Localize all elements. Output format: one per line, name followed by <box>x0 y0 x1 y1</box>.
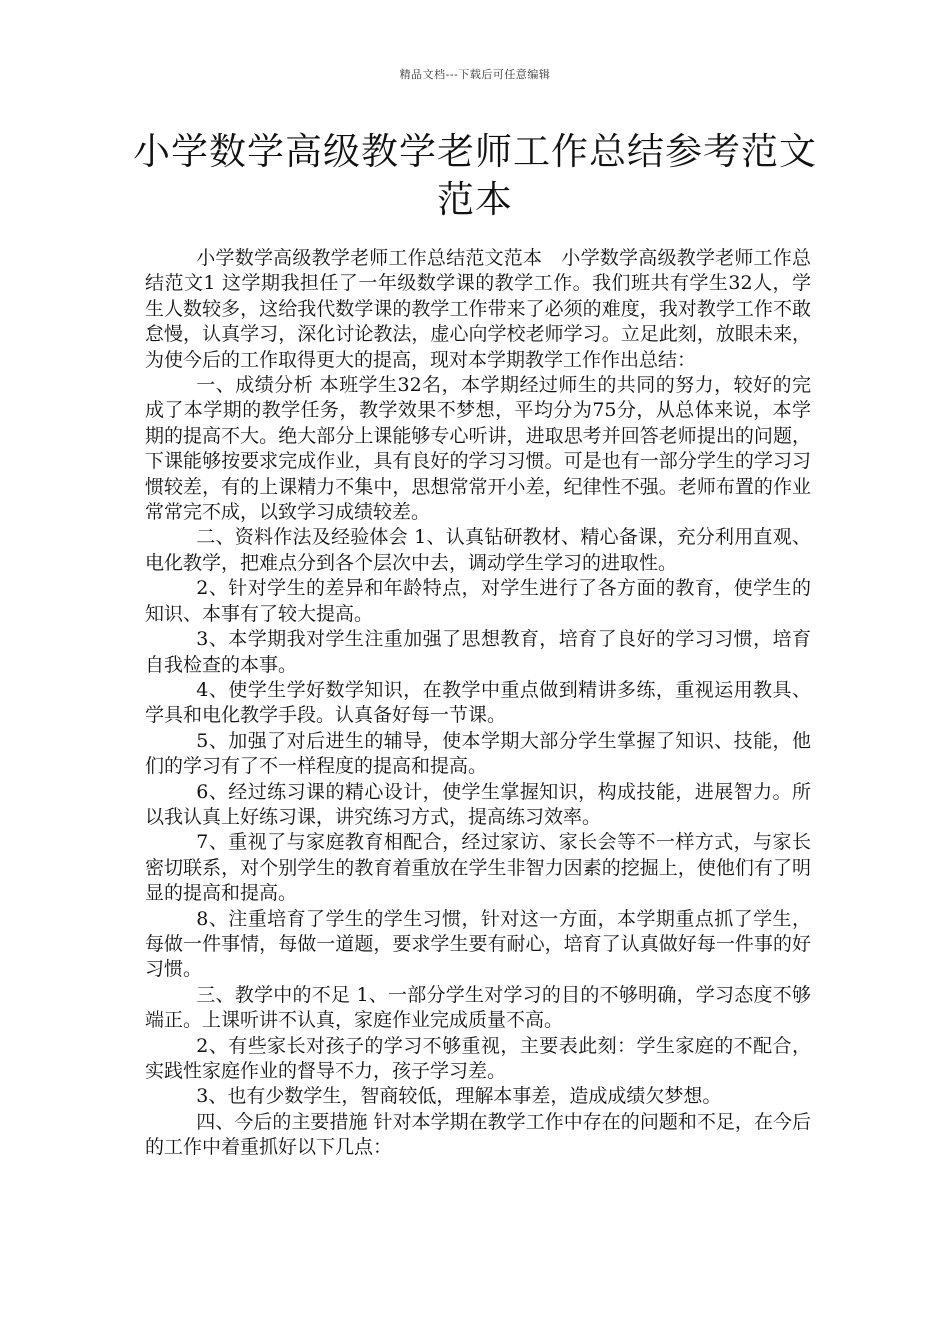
body-paragraph: 二、资料作法及经验体会 1、认真钻研教材、精心备课，充分利用直观、电化教学，把难点分到各个层次中去，调动学生学习的进取性。 <box>145 526 811 574</box>
body-paragraph: 4、使学生学好数学知识，在教学中重点做到精讲多练，重视运用教具、学具和电化教学手段。认真备好每一节课。 <box>145 678 811 727</box>
body-paragraph: 3、也有少数学生，智商较低，理解本事差，造成成绩欠梦想。 <box>196 1085 722 1108</box>
body-paragraph: 5、加强了对后进生的辅导，使本学期大部分学生掌握了知识、技能，他们的学习有了不一样程度的提高和提高。 <box>145 729 811 778</box>
body-paragraph: 2、有些家长对孩子的学习不够重视，主要表此刻：学生家庭的不配合，实践性家庭作业的督导不力，孩子学习差。 <box>145 1034 811 1082</box>
body-paragraph: 三、教学中的不足 1、一部分学生对学习的目的不够明确，学习态度不够端正。上课听讲不认真，家庭作业完成质量不高。 <box>145 983 811 1032</box>
body-paragraph: 四、今后的主要措施 针对本学期在教学工作中存在的问题和不足，在今后的工作中着重抓好以下几点： <box>145 1110 811 1159</box>
document-title: 小学数学高级教学老师工作总结参考范文范本 <box>133 130 817 221</box>
body-paragraph: 3、本学期我对学生注重加强了思想教育，培育了良好的学习习惯，培育自我检查的本事。 <box>145 628 811 676</box>
body-paragraph: 2、针对学生的差异和年龄特点，对学生进行了各方面的教育，使学生的知识、本事有了较大提高。 <box>145 577 811 625</box>
body-paragraph: 小学数学高级教学老师工作总结范文范本 小学数学高级教学老师工作总结范文1 这学期我担任了一年级数学课的教学工作。我们班共有学生32人，学生人数较多，这给我代数学课的教学工作带来了必须的难度，我对教学工作不敢怠慢，认真学习，深化讨论教法，虚心向学校老师学习。立足此刻，放眼未来，为使今后的工作取得更大的提高，现对本学期教学工作作出总结： <box>145 247 811 371</box>
body-paragraph: 6、经过练习课的精心设计，使学生掌握知识，构成技能，进展智力。所以我认真上好练习课，讲究练习方式，提高练习效率。 <box>145 780 811 828</box>
page-header: 精品文档---下载后可任意编辑 <box>399 68 551 81</box>
document-body <box>145 246 811 1161</box>
body-paragraph: 8、注重培育了学生的学生习惯，针对这一方面，本学期重点抓了学生，每做一件事情，每做一道题，要求学生要有耐心，培育了认真做好每一件事的好习惯。 <box>145 907 811 981</box>
body-paragraph: 7、重视了与家庭教育相配合，经过家访、家长会等不一样方式，与家长密切联系，对个别学生的教育着重放在学生非智力因素的挖掘上，使他们有了明显的提高和提高。 <box>145 831 811 905</box>
body-paragraph: 一、成绩分析 本班学生32名，本学期经过师生的共同的努力，较好的完成了本学期的教学任务，教学效果不梦想，平均分为75分，从总体来说，本学期的提高不大。绝大部分上课能够专心听讲，进取思考并回答老师提出的问题，下课能够按要求完成作业，具有良好的学习习惯。可是也有一部分学生的学习习惯较差，有的上课精力不集中，思想常常开小差，纪律性不强。老师布置的作业常常完不成，以致学习成绩较差。 <box>145 374 811 524</box>
